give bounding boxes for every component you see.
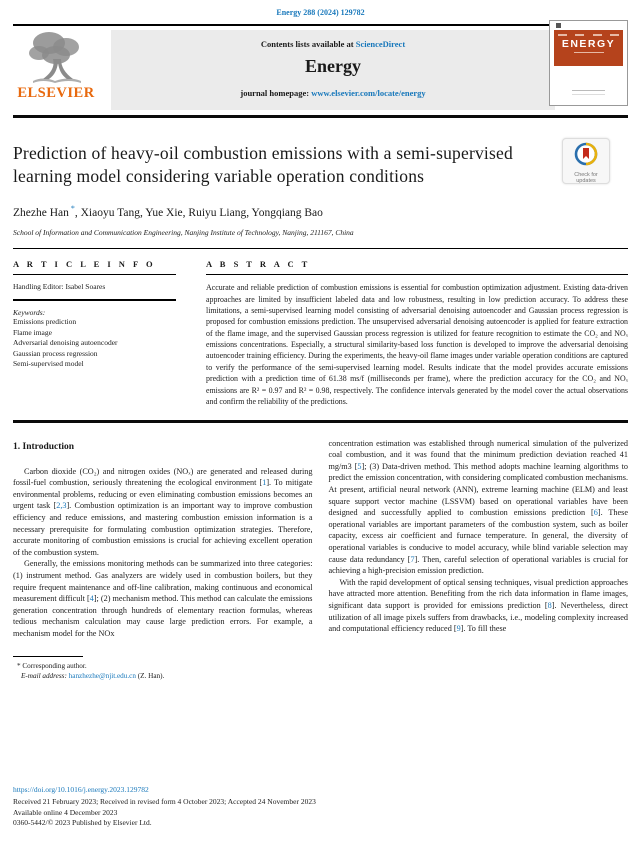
cover-dashes-top [554,30,623,36]
abstract-header: A B S T R A C T [206,258,311,269]
contents-line [111,30,555,49]
footnote-block [13,656,313,681]
homepage-prefix: journal homepage: [240,87,312,98]
email-note: E-mail address: hanzhezhe@njit.edu.cn (Z. Han). [21,671,165,680]
homepage-line [111,88,555,98]
journal-citation: Energy 288 (2024) 129782 [276,8,365,17]
keyword-item: Emissions prediction [13,317,77,327]
cover-footer-text [572,90,605,95]
intro-paragraph-4: With the rapid development of optical sensing techniques, visual prediction approaches have attracted more attention. Benefiting from the rich data information in flame images, significant data support is provided for emissions prediction [8]. Nevertheless, direct utilization of all image pixels suffers from drawbacks, i.e., modeling complexity increased and computational efficiency reduced [9]. To fill these [328,577,628,634]
intro-paragraph-1: Carbon dioxide (CO₂) and nitrogen oxides (NOₓ) are generated and released during fossil-fuel combustion, seriously threatening the ecological environment [1]. To mitigate environmental problems, reducing or even eliminating combustion emissions becomes an urgent task [2,3]. Combustion optimization is an important way to improve combustion efficiency and reduce emissions, and mastering combustion emission information is a necessary prerequisite for formulating combustion optimization strategies. Therefore, accurate monitoring of combustion emissions is crucial for achieving excellent operation of the combustion system. [13,466,313,557]
cover-underline [574,52,604,54]
doi-link[interactable]: https://doi.org/10.1016/j.energy.2023.129782 [13,785,149,794]
journal-header-banner [13,26,628,114]
sciencedirect-link[interactable]: ScienceDirect [355,38,406,49]
article-body [13,438,628,681]
check-updates-label: Check for updates [574,172,598,184]
check-for-updates-badge[interactable] [562,138,610,184]
elsevier-wordmark: ELSEVIER [17,84,95,101]
keyword-item: Adversarial denoising autoencoder [13,338,118,348]
abstract-rule [206,274,628,276]
author-list: Zhezhe Han *, Xiaoyu Tang, Yue Xie, Ruiyu Liang, Yongqiang Bao [13,204,323,219]
paper-title: Prediction of heavy-oil combustion emissions with a semi-supervised learning model considering variable operation conditions [13,143,513,186]
elsevier-logo [13,29,99,102]
journal-cover-thumbnail[interactable] [549,20,628,106]
received-line: Received 21 February 2023; Received in revised form 4 October 2023; Accepted 24 November 2023 [13,797,316,806]
body-right-column [329,438,629,681]
header-bottom-rule [13,115,628,119]
received-dates [13,797,628,829]
keyword-item: Semi-supervised model [13,359,84,369]
title-block [13,142,628,237]
footnote-rule [13,656,83,657]
journal-banner [111,30,555,110]
elsevier-tree-icon [25,29,87,87]
keywords-rule [13,299,176,301]
intro-paragraph-2: Generally, the emissions monitoring methods can be summarized into three categories: (1) instrument method. Gas analyzers are widely used in combustion boilers, but they require frequent maintenance and off-line calibration, making continuous and economical measurement difficult [4]; (2) mechanism method. This method can calculate the emissions generation concentration through hundreds of elementary reaction formulas, whereas tedious mechanism calculation may cause large prediction errors. For example, a mechanism model for the NOx [13,559,313,639]
handling-editor: Handling Editor: Isabel Soares [13,282,106,292]
keywords-label: Keywords: [13,308,46,318]
issn-copyright-line: 0360-5442/© 2023 Published by Elsevier Ltd. [13,818,152,827]
journal-name: Energy [305,55,361,76]
intro-paragraph-3: concentration estimation was established through numerical simulation of the pulverized coal combustion, and it was found that the minimum prediction deviation reached 41 mg/m3 [5]; (3) Data-driven method. This method adopts machine learning algorithms to predict the emission concentration, with considering complicated combustion mechanisms. At present, artificial neural network (ANN), extreme learning machine (ELM) and least square support vector machine (LSSVM) based on operational variables have been designed and successfully applied to combustion emissions prediction [6]. These operational variables are important parameters of the combustion system, such as boiler capacity, excess air coefficient and furnace temperature. In general, the diversity of operational variables is conducive to model accuracy, while blind variable selection may cause data redundancy [7]. Then, careful selection of operational variables is crucial for achieving a high-precision emission prediction. [328,438,628,576]
cover-mark-icon [556,23,561,28]
cover-title: ENERGY [561,37,616,50]
keyword-item: Flame image [13,327,52,337]
corresponding-author-note: * Corresponding author. [17,661,87,670]
title-divider-rule [13,248,628,249]
abstract-bottom-rule [13,420,628,423]
body-left-column [13,438,313,681]
contents-prefix: Contents lists available at [260,38,356,49]
info-abstract-section [13,259,628,407]
journal-homepage-link[interactable]: www.elsevier.com/locate/energy [311,87,426,98]
section-heading-introduction: 1. Introduction [13,441,75,452]
available-online-line: Available online 4 December 2023 [13,807,118,817]
cover-masthead [554,30,623,66]
abstract-column [206,259,628,407]
article-info-column [13,259,176,407]
article-info-header: A R T I C L E I N F O [13,258,156,269]
article-footer [13,785,628,829]
keyword-item: Gaussian process regression [13,348,98,358]
check-updates-icon [574,142,598,166]
affiliation: School of Information and Communication Engineering, Nanjing Institute of Technology, Nanjing, 211167, China [13,227,354,237]
article-info-rule [13,274,176,276]
abstract-text: Accurate and reliable prediction of combustion emissions is essential for combustion optimization adjustment. Existing data-driven approaches are limited by insufficient labeled data and low robustness, resulting in low prediction accuracy. To address these limitations, a semi-supervised learning model consisting of adversarial denoising autoencoder and Gaussian process regression is proposed for combustion emissions prediction. The unsupervised adversarial denoising autoencoder is applied for feature extraction of the flame image, and the supervised Gaussian process regression is utilized for feature recognition to estimate the CO₂ and NOₓ emissions concentrations. Especially, a structural similarity-based loss function is developed to improve the adversarial denoising autoencoder training efficiency. During the experiments, the heavy-oil flame images under variable operation conditions are captured to verify the performance of the semi-supervised learning model. Results indicate that the model provides accurate emissions prediction with a prediction time of 61.38 ms/f (milliseconds per frame), where the prediction accuracy for the CO₂ and NOₓ emissions are R² = 0.97 and R² = 0.98, respectively. The confidence intervals generated by the model cover the actual observations and confirm the reliability of the predictions. [206,283,628,406]
